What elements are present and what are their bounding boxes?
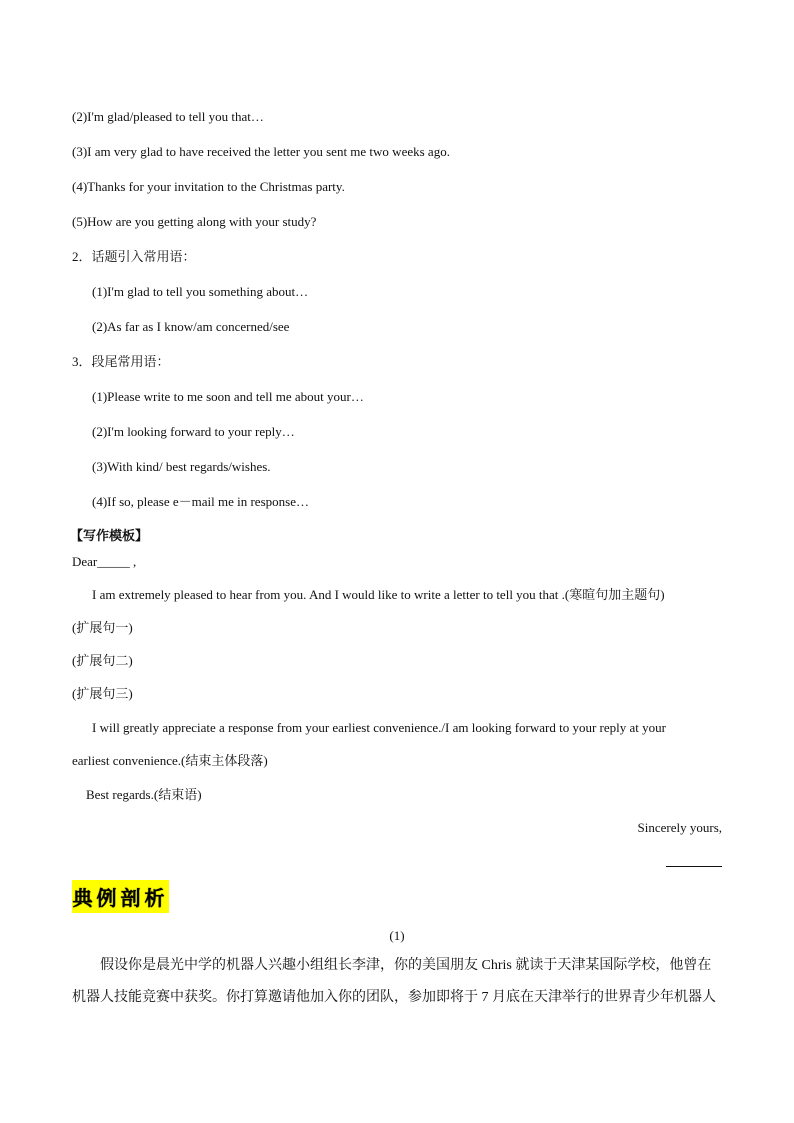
intro-line-2: (2)I'm glad/pleased to tell you that… (72, 109, 264, 124)
signature-line (666, 866, 722, 867)
template-expand-1: (扩展句一) (72, 620, 133, 635)
section2-item-2: (2)As far as I know/am concerned/see (92, 319, 290, 334)
section3-item-4: (4)If so, please e－mail me in response… (92, 494, 309, 509)
example-number: (1) (389, 928, 405, 943)
template-signoff: Sincerely yours, (637, 820, 722, 835)
template-heading: 【写作模板】 (70, 528, 149, 543)
template-expand-2: (扩展句二) (72, 653, 133, 668)
example-paragraph-line-2: 机器人技能竞赛中获奖。你打算邀请他加入你的团队，参加即将于 7 月底在天津举行的世界青少年机器人 (72, 990, 716, 1005)
section3-heading: 3．段尾常用语： (72, 354, 170, 369)
example-badge: 典例剖析 (72, 880, 169, 913)
template-salutation: Dear_____ , (72, 554, 137, 569)
intro-line-3: (3)I am very glad to have received the letter you sent me two weeks ago. (72, 144, 450, 159)
section3-item-1: (1)Please write to me soon and tell me about your… (92, 389, 364, 404)
template-opening: I am extremely pleased to hear from you. And I would like to write a letter to tell you that .(寒暄句加主题句) (92, 587, 665, 602)
template-expand-3: (扩展句三) (72, 686, 133, 701)
example-paragraph-line-1: 假设你是晨光中学的机器人兴趣小组组长李津，你的美国朋友 Chris 就读于天津某国际学校，他曾在 (100, 958, 712, 973)
template-regards: Best regards.(结束语) (86, 787, 202, 802)
template-closing-2: earliest convenience.(结束主体段落) (72, 753, 268, 768)
template-closing-1: I will greatly appreciate a response from your earliest convenience./I am looking forward to your reply at your (92, 720, 666, 735)
intro-line-5: (5)How are you getting along with your study? (72, 214, 317, 229)
section3-item-2: (2)I'm looking forward to your reply… (92, 424, 295, 439)
intro-line-4: (4)Thanks for your invitation to the Christmas party. (72, 179, 345, 194)
section3-item-3: (3)With kind/ best regards/wishes. (92, 459, 271, 474)
section2-item-1: (1)I'm glad to tell you something about… (92, 284, 309, 299)
section2-heading: 2．话题引入常用语： (72, 249, 196, 264)
